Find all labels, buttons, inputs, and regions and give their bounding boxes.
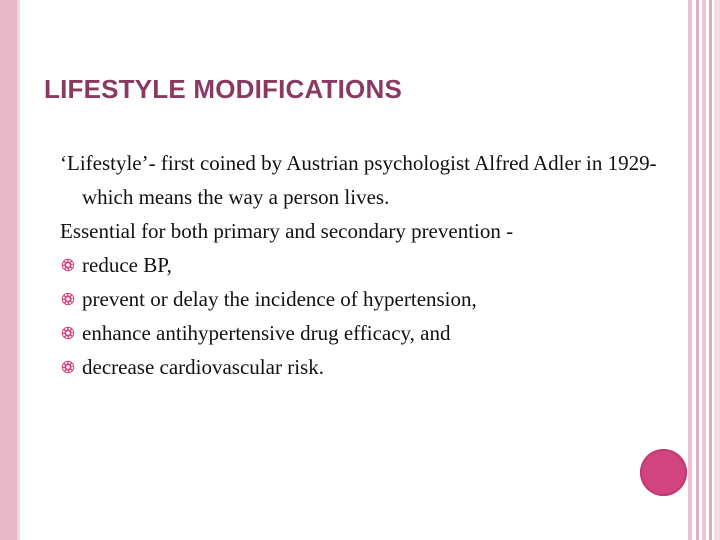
bullet-text: decrease cardiovascular risk. [82, 355, 324, 379]
gear-flower-icon [60, 257, 76, 273]
list-item [60, 248, 660, 282]
decorative-circle [640, 449, 687, 496]
intro-paragraph: ‘Lifestyle’- first coined by Austrian psychologist Alfred Adler in 1929- which means the way a person lives. [60, 151, 657, 209]
bullet-text: enhance antihypertensive drug efficacy, and [82, 321, 451, 345]
slide-body [60, 146, 660, 384]
bullet-text: reduce BP, [82, 253, 172, 277]
left-border-bar [0, 0, 17, 540]
right-border-stripe [688, 0, 692, 540]
right-border-stripe [709, 0, 712, 540]
right-border-stripe [714, 0, 720, 540]
list-item [60, 316, 660, 350]
gear-flower-icon [60, 291, 76, 307]
right-border-stripe [696, 0, 699, 540]
right-border-stripe [702, 0, 706, 540]
bullet-list [60, 248, 660, 384]
slide-title: LIFESTYLE MODIFICATIONS [44, 74, 402, 104]
prevention-paragraph: Essential for both primary and secondary prevention - [60, 219, 514, 243]
list-item [60, 282, 660, 316]
gear-flower-icon [60, 359, 76, 375]
gear-flower-icon [60, 325, 76, 341]
list-item [60, 350, 660, 384]
bullet-text: prevent or delay the incidence of hypertension, [82, 287, 477, 311]
left-border-inner [17, 0, 20, 540]
